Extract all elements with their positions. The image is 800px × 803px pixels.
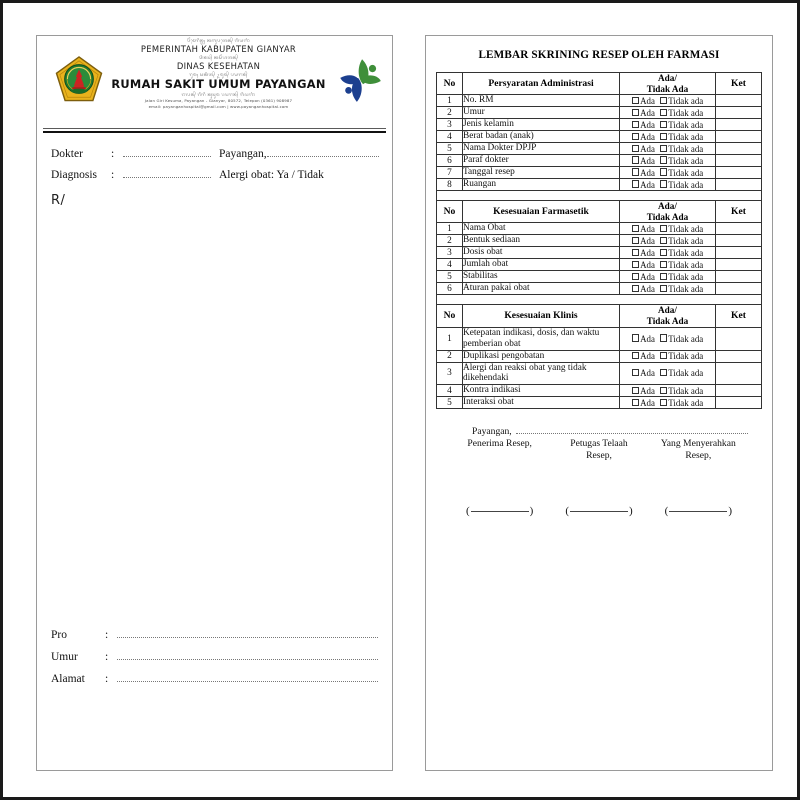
row-item-label: Jenis kelamin — [463, 119, 620, 131]
row-note-cell[interactable] — [716, 167, 762, 179]
checkbox-ada-icon[interactable] — [632, 261, 639, 268]
row-item-label: Paraf dokter — [463, 155, 620, 167]
row-item-label: Bentuk sediaan — [463, 235, 620, 247]
row-note-cell[interactable] — [716, 155, 762, 167]
checkbox-option-tidak-ada[interactable]: Tidak ada — [660, 96, 703, 106]
field-alamat-colon: : — [105, 673, 109, 686]
table-row — [437, 95, 762, 107]
checkbox-tidak-ada-icon[interactable] — [660, 109, 667, 116]
row-note-cell[interactable] — [716, 223, 762, 235]
checkbox-tidak-ada-icon[interactable] — [660, 168, 667, 175]
field-dokter-colon: : — [111, 148, 115, 161]
signature-name-lines — [450, 505, 748, 517]
header-ket: Ket — [716, 73, 762, 95]
field-pro-label: Pro — [51, 629, 67, 642]
checkbox-option-tidak-ada[interactable]: Tidak ada — [660, 351, 703, 361]
row-item-label: Alergi dan reaksi obat yang tidak dikehendaki — [463, 362, 620, 385]
row-note-cell[interactable] — [716, 385, 762, 397]
field-dokter-tail: Payangan, — [219, 148, 267, 161]
checkbox-option-tidak-ada[interactable]: Tidak ada — [660, 284, 703, 294]
table-row — [437, 397, 762, 409]
signature-role-1 — [450, 438, 549, 461]
letterhead-line-2: DINAS KESEHATAN — [176, 61, 261, 71]
checkbox-option-ada[interactable]: Ada — [632, 224, 655, 234]
field-dokter-label: Dokter — [51, 148, 83, 161]
field-allergy-options[interactable]: Alergi obat: Ya / Tidak — [219, 169, 324, 182]
field-umur — [51, 650, 378, 663]
row-note-cell[interactable] — [716, 95, 762, 107]
checkbox-option-tidak-ada[interactable]: Tidak ada — [660, 260, 703, 270]
header-no: No — [437, 201, 463, 223]
table-row — [437, 167, 762, 179]
row-status-cell — [620, 119, 716, 131]
row-item-label: Interaksi obat — [463, 397, 620, 409]
checkbox-tidak-ada-icon[interactable] — [660, 334, 667, 341]
row-number: 3 — [437, 247, 463, 259]
checkbox-ada-icon[interactable] — [632, 225, 639, 232]
checkbox-option-ada[interactable]: Ada — [632, 248, 655, 258]
checkbox-tidak-ada-icon[interactable] — [660, 285, 667, 292]
row-status-cell — [620, 155, 716, 167]
row-note-cell[interactable] — [716, 259, 762, 271]
table-row — [437, 179, 762, 191]
table-row — [437, 143, 762, 155]
row-item-label: Tanggal resep — [463, 167, 620, 179]
table-row — [437, 259, 762, 271]
field-umur-colon: : — [105, 651, 109, 664]
checkbox-option-tidak-ada[interactable]: Tidak ada — [660, 248, 703, 258]
checkbox-option-tidak-ada[interactable]: Tidak ada — [660, 108, 703, 118]
header-status: Ada/ Tidak Ada — [620, 305, 716, 327]
checkbox-tidak-ada-icon[interactable] — [660, 387, 667, 394]
checkbox-ada-icon[interactable] — [632, 121, 639, 128]
table-row — [437, 235, 762, 247]
row-number: 5 — [437, 397, 463, 409]
signature-role-3 — [649, 438, 748, 461]
checkbox-tidak-ada-icon[interactable] — [660, 249, 667, 256]
row-number: 1 — [437, 95, 463, 107]
checkbox-ada-icon[interactable] — [632, 273, 639, 280]
signature-line-1-open: ( — [465, 505, 470, 518]
row-number: 3 — [437, 119, 463, 131]
letterhead-balinese-2: ᬤᬶᬦᬲ᭄ ᬓᬲᭂᬳᬢᬦ᭄ — [198, 55, 239, 60]
field-diagnosis-input[interactable] — [123, 168, 211, 178]
table-row — [437, 362, 762, 385]
row-status-cell — [620, 350, 716, 362]
checkbox-tidak-ada-icon[interactable] — [660, 133, 667, 140]
table-row — [437, 131, 762, 143]
row-note-cell[interactable] — [716, 247, 762, 259]
row-item-label: Ketepatan indikasi, dosis, dan waktu pemberian obat — [463, 327, 620, 350]
checkbox-ada-icon[interactable] — [632, 352, 639, 359]
row-status-cell — [620, 131, 716, 143]
row-status-cell — [620, 385, 716, 397]
checkbox-option-ada[interactable]: Ada — [632, 156, 655, 166]
header-item: Kesesuaian Klinis — [463, 305, 620, 327]
checkbox-option-ada[interactable]: Ada — [632, 368, 655, 378]
section-header-row — [437, 201, 762, 223]
checkbox-option-ada[interactable]: Ada — [632, 132, 655, 142]
checkbox-tidak-ada-icon[interactable] — [660, 352, 667, 359]
checkbox-ada-icon[interactable] — [632, 180, 639, 187]
letterhead-line-3: RUMAH SAKIT UMUM PAYANGAN — [111, 77, 326, 91]
checkbox-option-ada[interactable]: Ada — [632, 260, 655, 270]
checkbox-tidak-ada-icon[interactable] — [660, 369, 667, 376]
signature-role-2-line2: Resep, — [586, 449, 612, 461]
checkbox-option-ada[interactable]: Ada — [632, 144, 655, 154]
letterhead-balinese-1: ᬧᭂᬫᬾᬭᬶᬦ᭄ᬢᬄ ᬓᬩᬸᬧᬢᬾᬦ᭄ ᬕᬶᬬᬜᬃ — [186, 38, 251, 43]
checkbox-option-tidak-ada[interactable]: Tidak ada — [660, 132, 703, 142]
field-dokter — [51, 147, 378, 160]
letterhead-balinese-4: ᬚᬮᬦ᭄ ᬕᬶᬭᬶ ᬓᬸᬲᬸᬫ ᬧᬬᬗᬦ᭄ ᬕᬶᬬᬜᬃ — [181, 92, 256, 97]
row-number: 2 — [437, 350, 463, 362]
row-number: 8 — [437, 179, 463, 191]
checkbox-tidak-ada-icon[interactable] — [660, 145, 667, 152]
table-row — [437, 327, 762, 350]
field-alamat-label: Alamat — [51, 673, 85, 686]
header-ket: Ket — [716, 201, 762, 223]
checkbox-ada-icon[interactable] — [632, 387, 639, 394]
row-note-cell[interactable] — [716, 235, 762, 247]
checkbox-option-ada[interactable]: Ada — [632, 236, 655, 246]
checkbox-ada-icon[interactable] — [632, 369, 639, 376]
table-row — [437, 223, 762, 235]
field-pro — [51, 628, 378, 641]
row-note-cell[interactable] — [716, 327, 762, 350]
row-status-cell — [620, 235, 716, 247]
row-note-cell[interactable] — [716, 107, 762, 119]
row-number: 7 — [437, 167, 463, 179]
checkbox-ada-icon[interactable] — [632, 168, 639, 175]
letterhead-contact: email: payanganhospital@gmail.com | www.payanganhospital.com — [148, 104, 289, 109]
checkbox-tidak-ada-icon[interactable] — [660, 97, 667, 104]
row-number: 1 — [437, 223, 463, 235]
field-umur-input[interactable] — [117, 650, 378, 660]
checkbox-option-ada[interactable]: Ada — [632, 96, 655, 106]
row-note-cell[interactable] — [716, 179, 762, 191]
prescription-page — [36, 35, 393, 771]
rx-writing-area[interactable] — [51, 208, 378, 628]
checkbox-option-tidak-ada[interactable]: Tidak ada — [660, 120, 703, 130]
row-status-cell — [620, 107, 716, 119]
letterhead-line-1: PEMERINTAH KABUPATEN GIANYAR — [140, 44, 297, 54]
checkbox-ada-icon[interactable] — [632, 237, 639, 244]
row-item-label: Stabilitas — [463, 271, 620, 283]
field-pro-input[interactable] — [117, 628, 378, 638]
checkbox-ada-icon[interactable] — [632, 97, 639, 104]
row-item-label: Nama Dokter DPJP — [463, 143, 620, 155]
checkbox-ada-icon[interactable] — [632, 109, 639, 116]
letterhead-address: Jalan Giri Kesuma, Payangan - Gianyar, 80572, Telepon (0361) 908987 — [144, 98, 293, 103]
table-row — [437, 350, 762, 362]
header-item: Kesesuaian Farmasetik — [463, 201, 620, 223]
checkbox-ada-icon[interactable] — [632, 133, 639, 140]
row-number: 6 — [437, 155, 463, 167]
checkbox-option-ada[interactable]: Ada — [632, 398, 655, 408]
signature-line-2-open: ( — [565, 505, 569, 518]
signature-line-3-open: ( — [664, 505, 669, 518]
checkbox-option-ada[interactable]: Ada — [632, 386, 655, 396]
row-number: 4 — [437, 131, 463, 143]
signature-role-3-line1: Yang Menyerahkan — [660, 438, 736, 450]
signature-role-labels — [450, 438, 748, 461]
row-status-cell — [620, 327, 716, 350]
row-note-cell[interactable] — [716, 131, 762, 143]
row-number: 4 — [437, 259, 463, 271]
checkbox-option-tidak-ada[interactable]: Tidak ada — [660, 168, 703, 178]
row-number: 1 — [437, 327, 463, 350]
checkbox-option-ada[interactable]: Ada — [632, 108, 655, 118]
checkbox-tidak-ada-icon[interactable] — [660, 261, 667, 268]
row-item-label: Kontra indikasi — [463, 385, 620, 397]
checkbox-option-tidak-ada[interactable]: Tidak ada — [660, 180, 703, 190]
patient-fields — [37, 628, 392, 685]
row-status-cell — [620, 271, 716, 283]
signature-block — [436, 409, 762, 517]
row-item-label: Umur — [463, 107, 620, 119]
signature-place-label: Payangan, — [472, 426, 512, 438]
section-header-row — [437, 305, 762, 327]
screening-table — [436, 72, 762, 409]
checkbox-ada-icon[interactable] — [632, 145, 639, 152]
field-diagnosis-label: Diagnosis — [51, 169, 97, 182]
row-status-cell — [620, 143, 716, 155]
checkbox-option-ada[interactable]: Ada — [632, 168, 655, 178]
signature-role-2 — [549, 438, 648, 461]
row-status-cell — [620, 397, 716, 409]
row-status-cell — [620, 167, 716, 179]
row-status-cell — [620, 95, 716, 107]
checkbox-option-ada[interactable]: Ada — [632, 120, 655, 130]
field-diagnosis — [51, 168, 378, 181]
signature-role-1-line1: Penerima Resep, — [467, 438, 532, 450]
row-note-cell[interactable] — [716, 283, 762, 295]
checkbox-tidak-ada-icon[interactable] — [660, 399, 667, 406]
row-status-cell — [620, 179, 716, 191]
row-number: 3 — [437, 362, 463, 385]
table-row — [437, 119, 762, 131]
header-status: Ada/ Tidak Ada — [620, 73, 716, 95]
checkbox-option-tidak-ada[interactable]: Tidak ada — [660, 386, 703, 396]
field-umur-label: Umur — [51, 651, 78, 664]
table-row — [437, 385, 762, 397]
row-status-cell — [620, 283, 716, 295]
signature-role-3-line2: Resep, — [685, 449, 712, 461]
prescription-header-fields — [37, 133, 392, 628]
checkbox-tidak-ada-icon[interactable] — [660, 237, 667, 244]
field-alamat-input[interactable] — [117, 672, 378, 682]
row-status-cell — [620, 223, 716, 235]
checkbox-tidak-ada-icon[interactable] — [660, 273, 667, 280]
row-item-label: Jumlah obat — [463, 259, 620, 271]
checkbox-option-tidak-ada[interactable]: Tidak ada — [660, 236, 703, 246]
signature-line-2[interactable] — [549, 505, 648, 517]
signature-role-2-line1: Petugas Telaah — [570, 438, 628, 450]
checkbox-option-ada[interactable]: Ada — [632, 334, 655, 344]
row-note-cell[interactable] — [716, 362, 762, 385]
row-note-cell[interactable] — [716, 143, 762, 155]
row-note-cell[interactable] — [716, 271, 762, 283]
signature-place-row — [450, 425, 748, 437]
row-item-label: Berat badan (anak) — [463, 131, 620, 143]
checkbox-option-tidak-ada[interactable]: Tidak ada — [660, 398, 703, 408]
row-note-cell[interactable] — [716, 119, 762, 131]
row-number: 2 — [437, 235, 463, 247]
signature-date-input[interactable] — [516, 425, 748, 434]
signature-line-1[interactable] — [450, 505, 549, 517]
table-row — [437, 107, 762, 119]
header-no: No — [437, 305, 463, 327]
row-number: 5 — [437, 271, 463, 283]
row-number: 6 — [437, 283, 463, 295]
checkbox-option-ada[interactable]: Ada — [632, 180, 655, 190]
row-item-label: No. RM — [463, 95, 620, 107]
checkbox-ada-icon[interactable] — [632, 156, 639, 163]
section-header-row — [437, 73, 762, 95]
row-number: 2 — [437, 107, 463, 119]
header-item: Persyaratan Administrasi — [463, 73, 620, 95]
field-dokter-input[interactable] — [123, 147, 211, 157]
table-row — [437, 283, 762, 295]
row-status-cell — [620, 247, 716, 259]
checkbox-tidak-ada-icon[interactable] — [660, 156, 667, 163]
letterhead-balinese-3: ᬭᬸᬫᬄ ᬲᬓᬶᬢ᭄ ᬉᬫᬸᬫ᭄ ᬧᬬᬗᬦ᭄ — [189, 72, 248, 77]
signature-line-3[interactable] — [649, 505, 748, 517]
checkbox-option-tidak-ada[interactable]: Tidak ada — [660, 156, 703, 166]
checkbox-option-ada[interactable]: Ada — [632, 284, 655, 294]
checkbox-ada-icon[interactable] — [632, 334, 639, 341]
checkbox-option-ada[interactable]: Ada — [632, 272, 655, 282]
checkbox-ada-icon[interactable] — [632, 285, 639, 292]
row-number: 5 — [437, 143, 463, 155]
section-spacer — [437, 295, 762, 305]
checkbox-option-tidak-ada[interactable]: Tidak ada — [660, 272, 703, 282]
row-item-label: Aturan pakai obat — [463, 283, 620, 295]
screening-title: LEMBAR SKRINING RESEP OLEH FARMASI — [478, 49, 720, 61]
row-note-cell[interactable] — [716, 397, 762, 409]
checkbox-ada-icon[interactable] — [632, 249, 639, 256]
row-item-label: Ruangan — [463, 179, 620, 191]
checkbox-tidak-ada-icon[interactable] — [660, 225, 667, 232]
row-item-label: Duplikasi pengobatan — [463, 350, 620, 362]
row-item-label: Nama Obat — [463, 223, 620, 235]
signature-line-1-close: ) — [529, 505, 534, 518]
checkbox-ada-icon[interactable] — [632, 399, 639, 406]
checkbox-option-tidak-ada[interactable]: Tidak ada — [660, 224, 703, 234]
field-alamat — [51, 672, 378, 685]
checkbox-option-tidak-ada[interactable]: Tidak ada — [660, 368, 703, 378]
table-row — [437, 271, 762, 283]
checkbox-option-ada[interactable]: Ada — [632, 351, 655, 361]
checkbox-option-tidak-ada[interactable]: Tidak ada — [660, 144, 703, 154]
checkbox-option-tidak-ada[interactable]: Tidak ada — [660, 334, 703, 344]
rx-symbol: R/ — [51, 193, 66, 209]
signature-line-2-close: ) — [628, 505, 633, 518]
table-row — [437, 247, 762, 259]
header-no: No — [437, 73, 463, 95]
header-status: Ada/ Tidak Ada — [620, 201, 716, 223]
row-status-cell — [620, 362, 716, 385]
letterhead — [37, 36, 392, 126]
section-spacer — [437, 191, 762, 201]
header-ket: Ket — [716, 305, 762, 327]
field-pro-colon: : — [105, 629, 109, 642]
row-note-cell[interactable] — [716, 350, 762, 362]
field-date-input[interactable] — [267, 147, 379, 157]
row-item-label: Dosis obat — [463, 247, 620, 259]
screening-page — [425, 35, 773, 771]
checkbox-tidak-ada-icon[interactable] — [660, 121, 667, 128]
table-row — [437, 155, 762, 167]
field-diagnosis-colon: : — [111, 169, 115, 182]
signature-line-3-close: ) — [728, 505, 732, 518]
row-status-cell — [620, 259, 716, 271]
row-number: 4 — [437, 385, 463, 397]
checkbox-tidak-ada-icon[interactable] — [660, 180, 667, 187]
sheet-area — [3, 3, 800, 803]
